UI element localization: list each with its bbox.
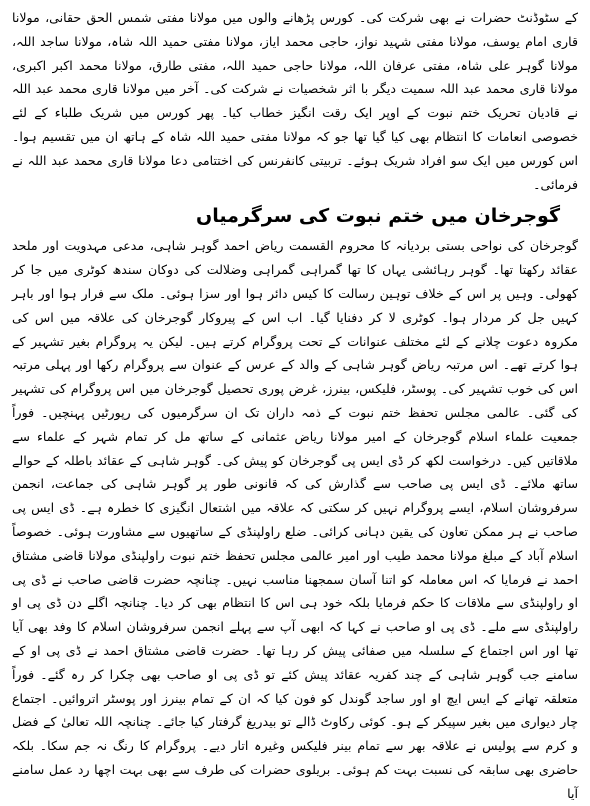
section-heading: گوجرخان میں ختم نبوت کی سرگرمیاں <box>196 205 560 228</box>
paragraph-gujar-khan-activities: گوجرخان کی نواحی بستی بردیانہ کا محروم القسمت ریاض احمد گوہر شاہی، مدعی مہدویت اور ملحد عقائد رکھتا تھا۔ گوہر رہائشی یہاں کا تھا گمراہی گمراہی وضلالت کی دوکان سندھ کوٹری میں جا کر کھولی۔ وہیں پر اس کے خلاف توہین رسالت کا کیس دائر ہوا اور سزا ہوئی۔ ملک سے فرار ہوا اور باہر کہیں جل کر مردار ہوا۔ کوٹری لا کر دفنایا گیا۔ اب اس کے پیروکار گوجرخان کی علاقہ میں اس کی مکروہ دعوت چلانے کے لئے مختلف عنوانات کے تحت پروگرام کرتے ہیں۔ لیکن یہ پروگرام بغیر تشہیر کے ہوا کرتے تھے۔ اس مرتبہ ریاض گوہر شاہی کے والد کے عرس کے عنوان سے پروگرام رکھا اور پہلی مرتبہ اس کی خوب تشہیر کی۔ پوسٹر، فلیکس، بینرز، غرض پوری تحصیل گوجرخان میں اس پروگرام کی تشہیر کی گئی۔ عالمی مجلس تحفظ ختم نبوت کے ذمہ داران تک ان سرگرمیوں کی رپورٹیں پہنچیں۔ فوراً جمعیت علماء اسلام گوجرخان کے امیر مولانا ریاض عثمانی کے ساتھ مل کر تمام شہر کے علماء سے ملاقاتیں کیں۔ درخواست لکھ کر ڈی ایس پی گوجرخان کو پیش کی۔ گوہر شاہی کے عقائد باطلہ کے حوالے ساتھ ملائے۔ ڈی ایس پی صاحب سے گذارش کی کہ قانونی طور پر گوہر شاہی کی جماعت، انجمن سرفروشان اسلام، ایسے پروگرام نہیں کر سکتی کہ علاقہ میں اشتعال انگیزی کا خطرہ ہے۔ ڈی ایس پی صاحب نے ہر ممکن تعاون کی یقین دہانی کرائی۔ ضلع راولپنڈی کے ساتھیوں سے مشاورت ہوئی۔ خصوصاً اسلام آباد کے مبلغ مولانا محمد طیب اور امیر عالمی مجلس تحفظ ختم نبوت راولپنڈی مولانا قاضی مشتاق احمد نے فرمایا کہ اس معاملہ کو اتنا آسان سمجھنا مناسب نہیں۔ چنانچہ حضرت قاضی صاحب نے ڈی پی او راولپنڈی سے ملاقات کا حکم فرمایا بلکہ خود ہی اس کا انتظام بھی کر دیا۔ چنانچہ اگلے دن ڈی پی او راولپنڈی سے ملے۔ ڈی پی او صاحب نے کہا کہ ابھی آپ سے پہلے انجمن سرفروشان اسلام کا وفد بھی آیا تھا اور اس اجتماع کے سلسلہ میں صفائی پیش کر رہا تھا۔ حضرت قاضی مشتاق احمد نے ڈی پی او کے سامنے جب گوہر شاہی کے چند کفریہ عقائد پیش کئے تو ڈی پی او صاحب بھی چکرا کر رہ گئے۔ فوراً متعلقہ تھانے کے ایس ایچ او اور ساجد گوندل کو فون کیا کہ ان کے تمام بینرز اور پوسٹر اتروائیں۔ اجتماع چار دیواری میں بغیر سپیکر کے ہو۔ کوئی رکاوٹ ڈالے تو بیدریغ گرفتار کیا جائے۔ چنانچہ اللہ تعالیٰ کے فضل و کرم سے پولیس نے علاقہ بھر سے تمام بینر فلیکس وغیرہ اتار دیے۔ پروگرام کا رنگ نہ جم سکا۔ بلکہ حاضری بھی سابقہ کی نسبت بہت کم ہوئی۔ بریلوی حضرات کی طرف سے بھی بہت اچھا رد عمل سامنے آیا <box>12 238 578 801</box>
paragraph-course-participants: کے سٹوڈنٹ حضرات نے بھی شرکت کی۔ کورس پڑھانے والوں میں مولانا مفتی شمس الحق حقانی، مولانا قاری امام یوسف، مولانا مفتی شہید نواز، حاجی محمد ایاز، مولانا مفتی حمید اللہ شاہ، مولانا ساجد اللہ، مولانا گوہر علی شاہ، مفتی عرفان اللہ، مولانا حاجی حمید اللہ، مفتی طارق، مولانا محمد اکبر اکبری، مولانا قاری محمد عبد اللہ سمیت دیگر با اثر شخصیات نے شرکت کی۔ آخر میں مولانا قاری محمد عبد اللہ نے قادیان تحریک ختم نبوت کے اوپر ایک رقت انگیز خطاب کیا۔ پھر کورس میں شریک طلباء کے لئے خصوصی انعامات کا انتظام بھی کیا گیا تھا جو کہ مولانا مفتی حمید اللہ شاہ کے ہاتھ ان میں تقسیم ہوا۔ اس کورس میں ایک سو افراد شریک ہوئے۔ تربیتی کانفرنس کی اختتامی دعا مولانا قاری محمد عبد اللہ نے فرمائی۔ <box>12 10 578 192</box>
